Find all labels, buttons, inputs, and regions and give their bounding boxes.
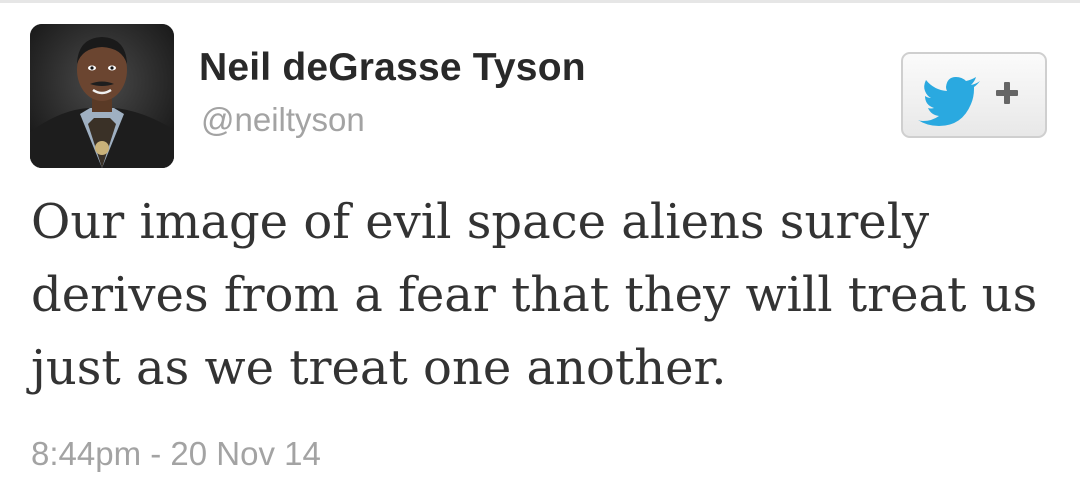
top-divider: [0, 0, 1080, 3]
follow-button[interactable]: [901, 52, 1047, 138]
author-handle[interactable]: @neiltyson: [201, 101, 365, 138]
tweet-text: Our image of evil space aliens surely derives from a fear that they will treat us just as we treat one another.: [31, 194, 1038, 396]
author-avatar[interactable]: [30, 24, 174, 168]
plus-icon: [996, 82, 1018, 104]
author-display-name[interactable]: Neil deGrasse Tyson: [199, 46, 586, 89]
tweet-timestamp[interactable]: 8:44pm - 20 Nov 14: [31, 435, 321, 472]
twitter-bird-icon: [918, 77, 980, 126]
